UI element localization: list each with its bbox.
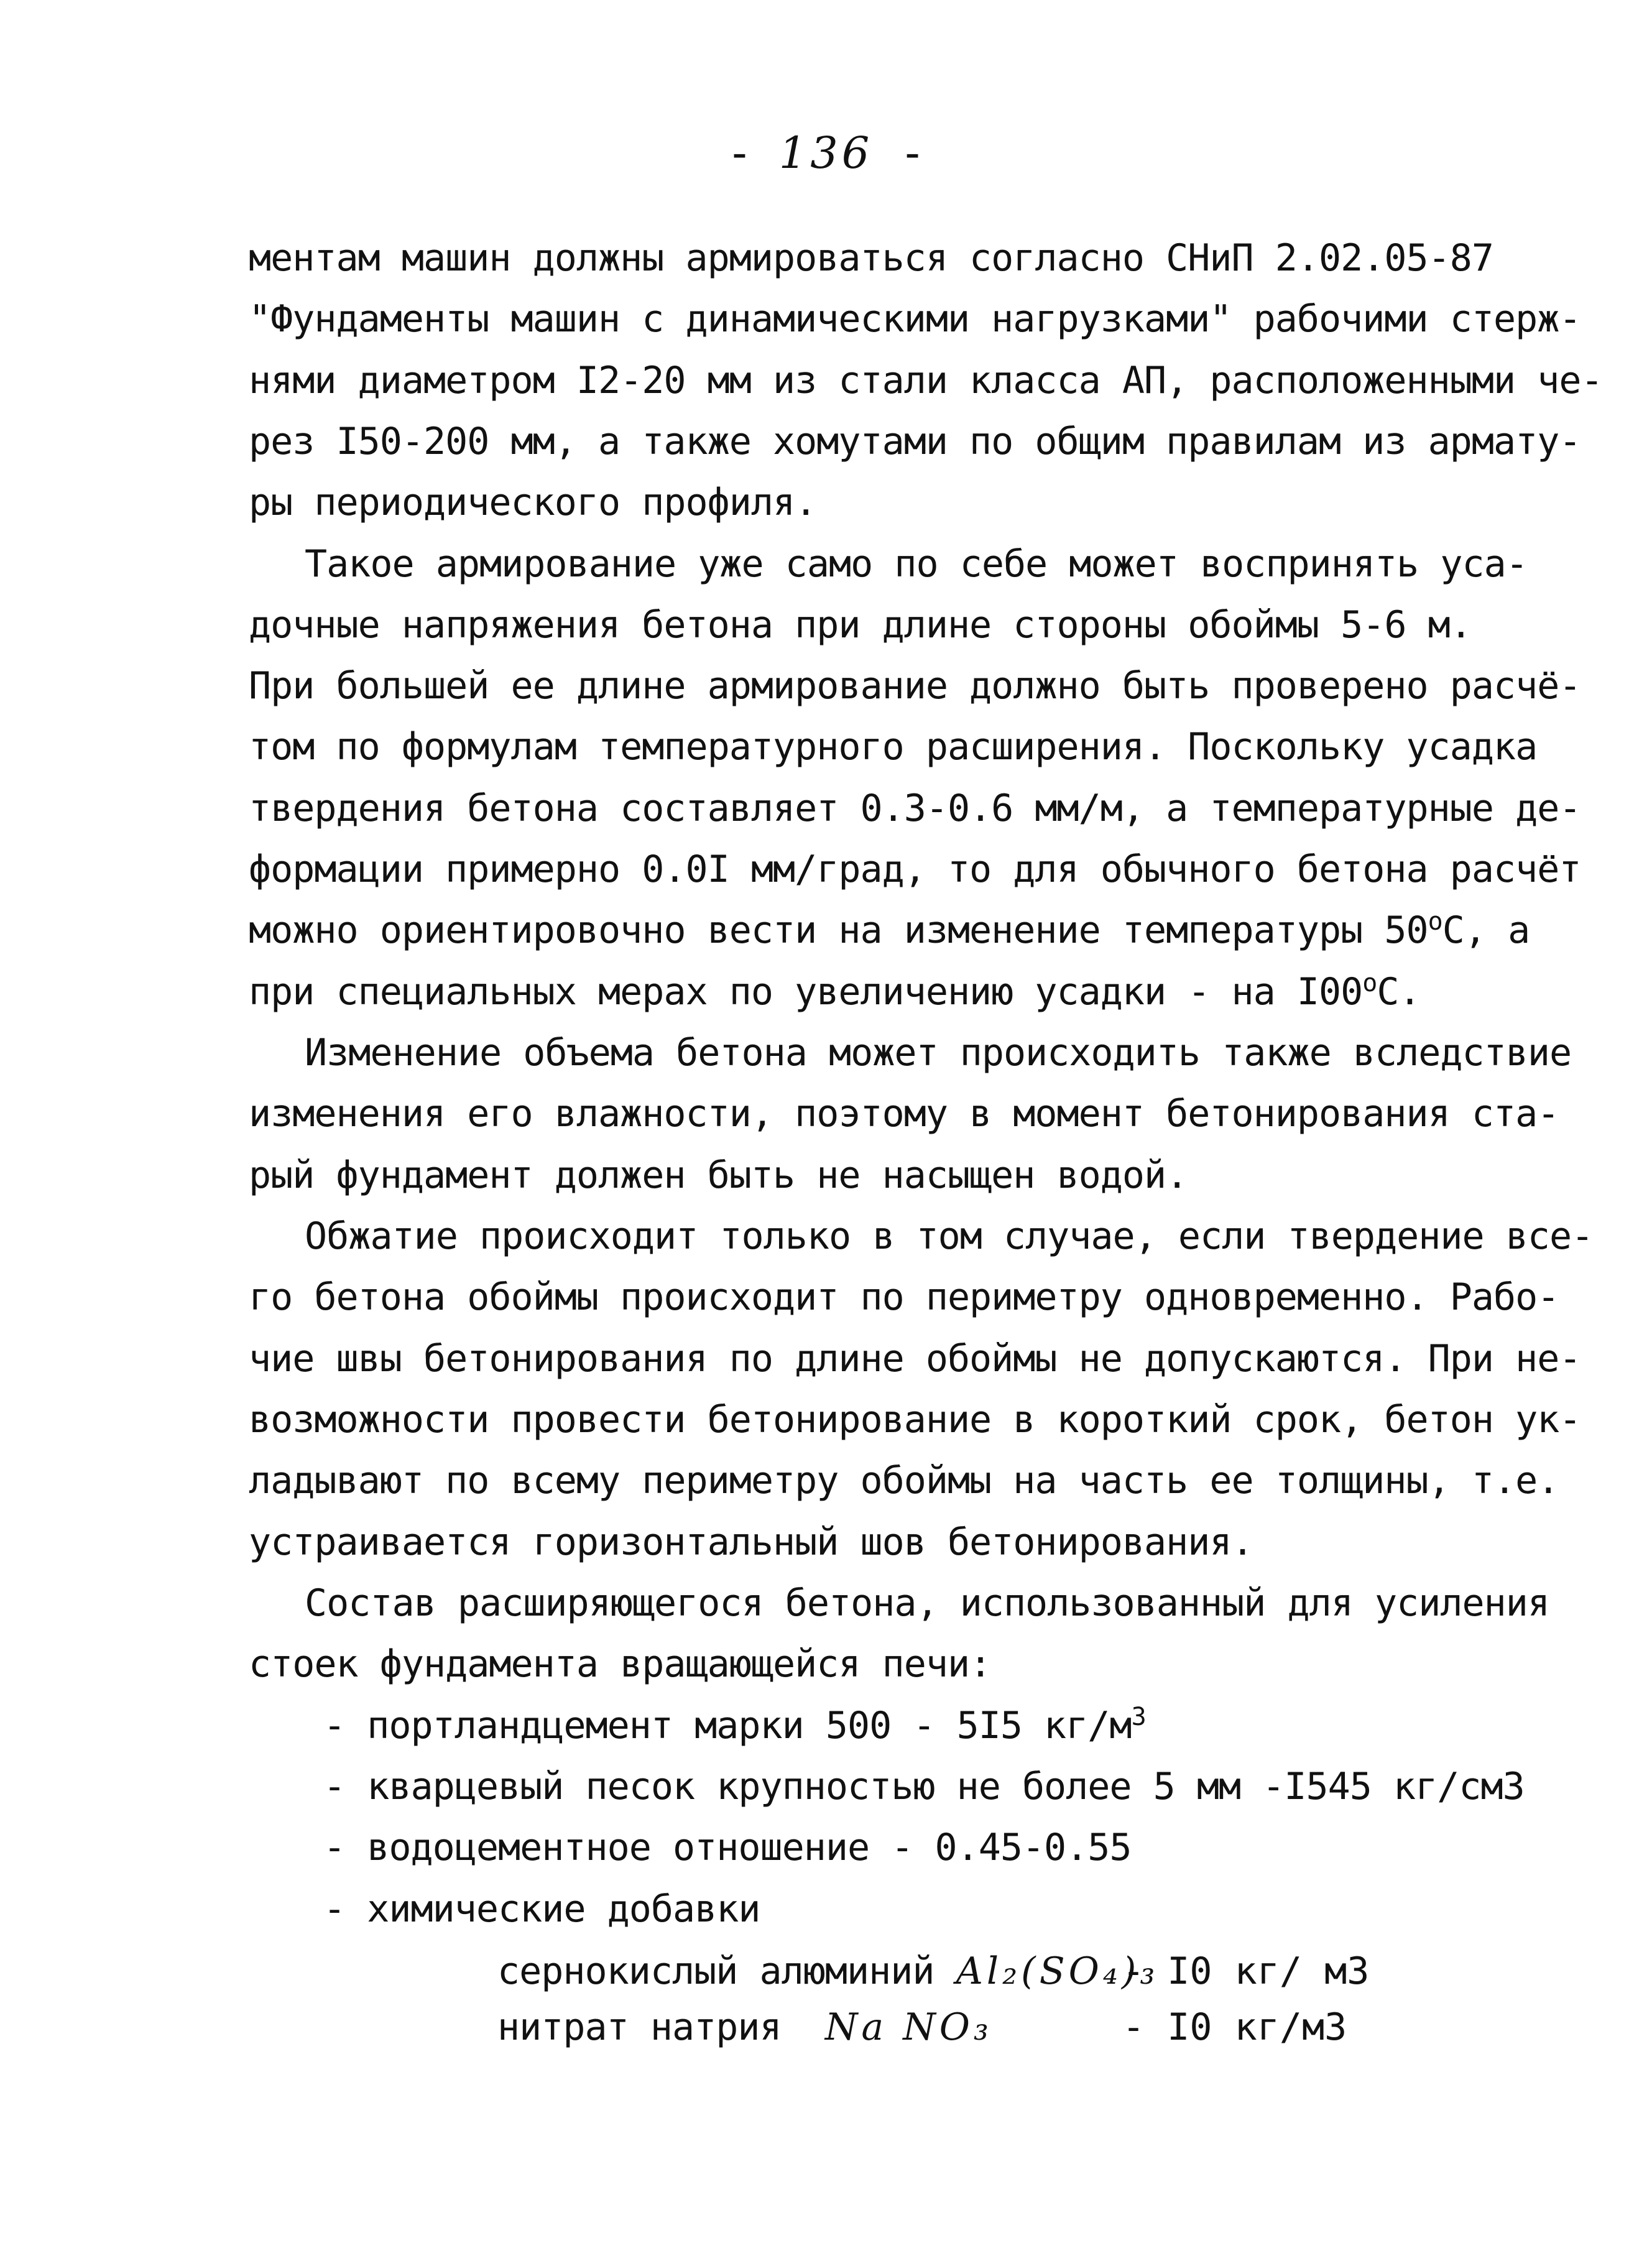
chemical-formula: Na NO₃ (824, 2005, 992, 2049)
text-line: рез I50-200 мм, а также хомутами по общим правилам из армату- (249, 420, 1581, 463)
text-line: Такое армирование уже само по себе может воспринять уса- (305, 542, 1528, 586)
text-line (249, 969, 1421, 1014)
text-line: возможности провести бетонирование в короткий срок, бетон ук- (249, 1398, 1581, 1441)
text-line: изменения его влажности, поэтому в момент бетонирования ста- (249, 1092, 1559, 1136)
text-line: го бетона обоймы происходит по периметру одновременно. Рабо- (249, 1275, 1559, 1319)
text-segment: С, а (1442, 909, 1530, 952)
text-line: ры периодического профиля. (249, 481, 817, 524)
cubic-superscript: 3 (1131, 1703, 1146, 1731)
text-line: устраивается горизонтальный шов бетонирования. (249, 1520, 1253, 1564)
text-line: нями диаметром I2-20 мм из стали класса АП, расположенными че- (249, 359, 1603, 402)
text-segment: можно ориентировочно вести на изменение температуры 50 (249, 909, 1428, 952)
page-number: - 136 - (726, 127, 926, 178)
list-item (323, 1703, 1146, 1747)
text-line: ладывают по всему периметру обоймы на часть ее толщины, т.е. (249, 1459, 1559, 1502)
additive-row (497, 2005, 992, 2049)
text-line: том по формулам температурного расширения. Поскольку усадка (249, 725, 1538, 769)
additive-row (497, 1950, 1159, 1993)
text-line: ментам машин должны армироваться согласно СНиП 2.02.05-87 (249, 236, 1494, 280)
text-line (249, 907, 1530, 952)
text-line: Обжатие происходит только в том случае, если твердение все- (305, 1214, 1594, 1258)
additive-name: нитрат натрия (497, 2005, 782, 2049)
chemical-formula: Al₂(SO₄)₃ (956, 1950, 1159, 1993)
list-item: - водоцементное отношение - 0.45-0.55 (323, 1826, 1132, 1869)
degree-superscript: o (1428, 907, 1442, 936)
additive-amount: - I0 кг/м3 (1122, 2005, 1347, 2049)
degree-superscript: o (1362, 969, 1377, 997)
page-number-value: 136 (778, 127, 874, 178)
text-line: дочные напряжения бетона при длине стороны обоймы 5-6 м. (249, 603, 1472, 647)
list-item: - химические добавки (323, 1887, 760, 1931)
text-segment: С. (1377, 970, 1421, 1014)
text-line: стоек фундамента вращающейся печи: (249, 1642, 992, 1686)
text-line: чие швы бетонирования по длине обоймы не допускаются. При не- (249, 1337, 1581, 1381)
text-line: При большей ее длине армирование должно быть проверено расчё- (249, 664, 1581, 708)
text-line: "Фундаменты машин с динамическими нагрузками" рабочими стерж- (249, 297, 1581, 341)
additive-name: сернокислый алюминий (497, 1950, 934, 1993)
additive-amount: - I0 кг/ м3 (1122, 1950, 1370, 1993)
text-line: рый фундамент должен быть не насыщен водой. (249, 1154, 1188, 1197)
text-segment: при специальных мерах по увеличению усадки - на I00 (249, 970, 1363, 1014)
text-line: твердения бетона составляет 0.3-0.6 мм/м, а температурные де- (249, 787, 1581, 830)
text-line: Состав расширяющегося бетона, использованный для усиления (305, 1581, 1550, 1625)
text-line: формации примерно 0.0I мм/град, то для обычного бетона расчёт (249, 848, 1581, 891)
list-item-text: - портландцемент марки 500 - 5I5 кг/м (323, 1704, 1132, 1747)
text-line: Изменение объема бетона может происходить также вследствие (305, 1031, 1572, 1075)
list-item: - кварцевый песок крупностью не более 5 мм -I545 кг/см3 (323, 1765, 1525, 1808)
